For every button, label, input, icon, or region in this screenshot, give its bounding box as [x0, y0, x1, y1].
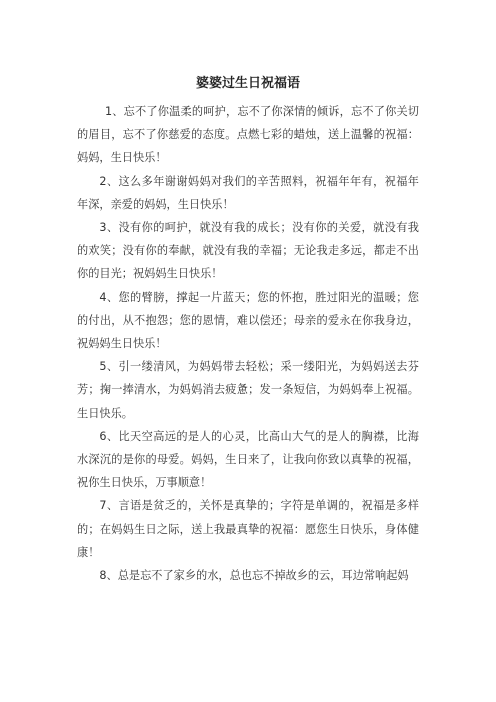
document-title: 婆婆过生日祝福语 — [195, 76, 300, 91]
paragraph-3: 3、没有你的呵护，就没有我的成长；没有你的关爱，就没有我的欢笑；没有你的奉献，就没有我的幸福；无论我走多远，都走不出你的目光；祝妈妈生日快乐！ — [77, 221, 419, 281]
paragraph-4: 4、您的臂膀，撑起一片蓝天；您的怀抱，胜过阳光的温暖；您的付出，从不抱怨；您的恩情，难以偿还；母亲的爱永在你我身边，祝妈妈生日快乐！ — [77, 290, 419, 351]
document-body — [77, 100, 419, 587]
paragraph-6: 6、比天空高远的是人的心灵，比高山大气的是人的胸襟，比海水深沉的是你的母爱。妈妈，生日来了，让我向你致以真挚的祝福，祝你生日快乐，万事顺意！ — [77, 429, 419, 490]
paragraph-5: 5、引一缕清风，为妈妈带去轻松；采一缕阳光，为妈妈送去芬芳；掬一捧清水，为妈妈消去疲惫；发一条短信，为妈妈奉上祝福。生日快乐。 — [77, 360, 419, 420]
paragraph-1: 1、忘不了你温柔的呵护，忘不了你深情的倾诉，忘不了你关切的眉目，忘不了你慈爱的态度。点燃七彩的蜡烛，送上温馨的祝福：妈妈，生日快乐！ — [77, 105, 419, 165]
paragraph-7: 7、言语是贫乏的，关怀是真挚的；字符是单调的，祝福是多样的；在妈妈生日之际，送上我最真挚的祝福：愿您生日快乐，身体健康！ — [77, 499, 419, 559]
paragraph-8: 8、总是忘不了家乡的水，总也忘不掉故乡的云，耳边常响起妈 — [99, 569, 409, 583]
paragraph-2: 2、这么多年谢谢妈妈对我们的辛苦照料，祝福年年有，祝福年年深，亲爱的妈妈，生日快乐！ — [77, 174, 419, 211]
